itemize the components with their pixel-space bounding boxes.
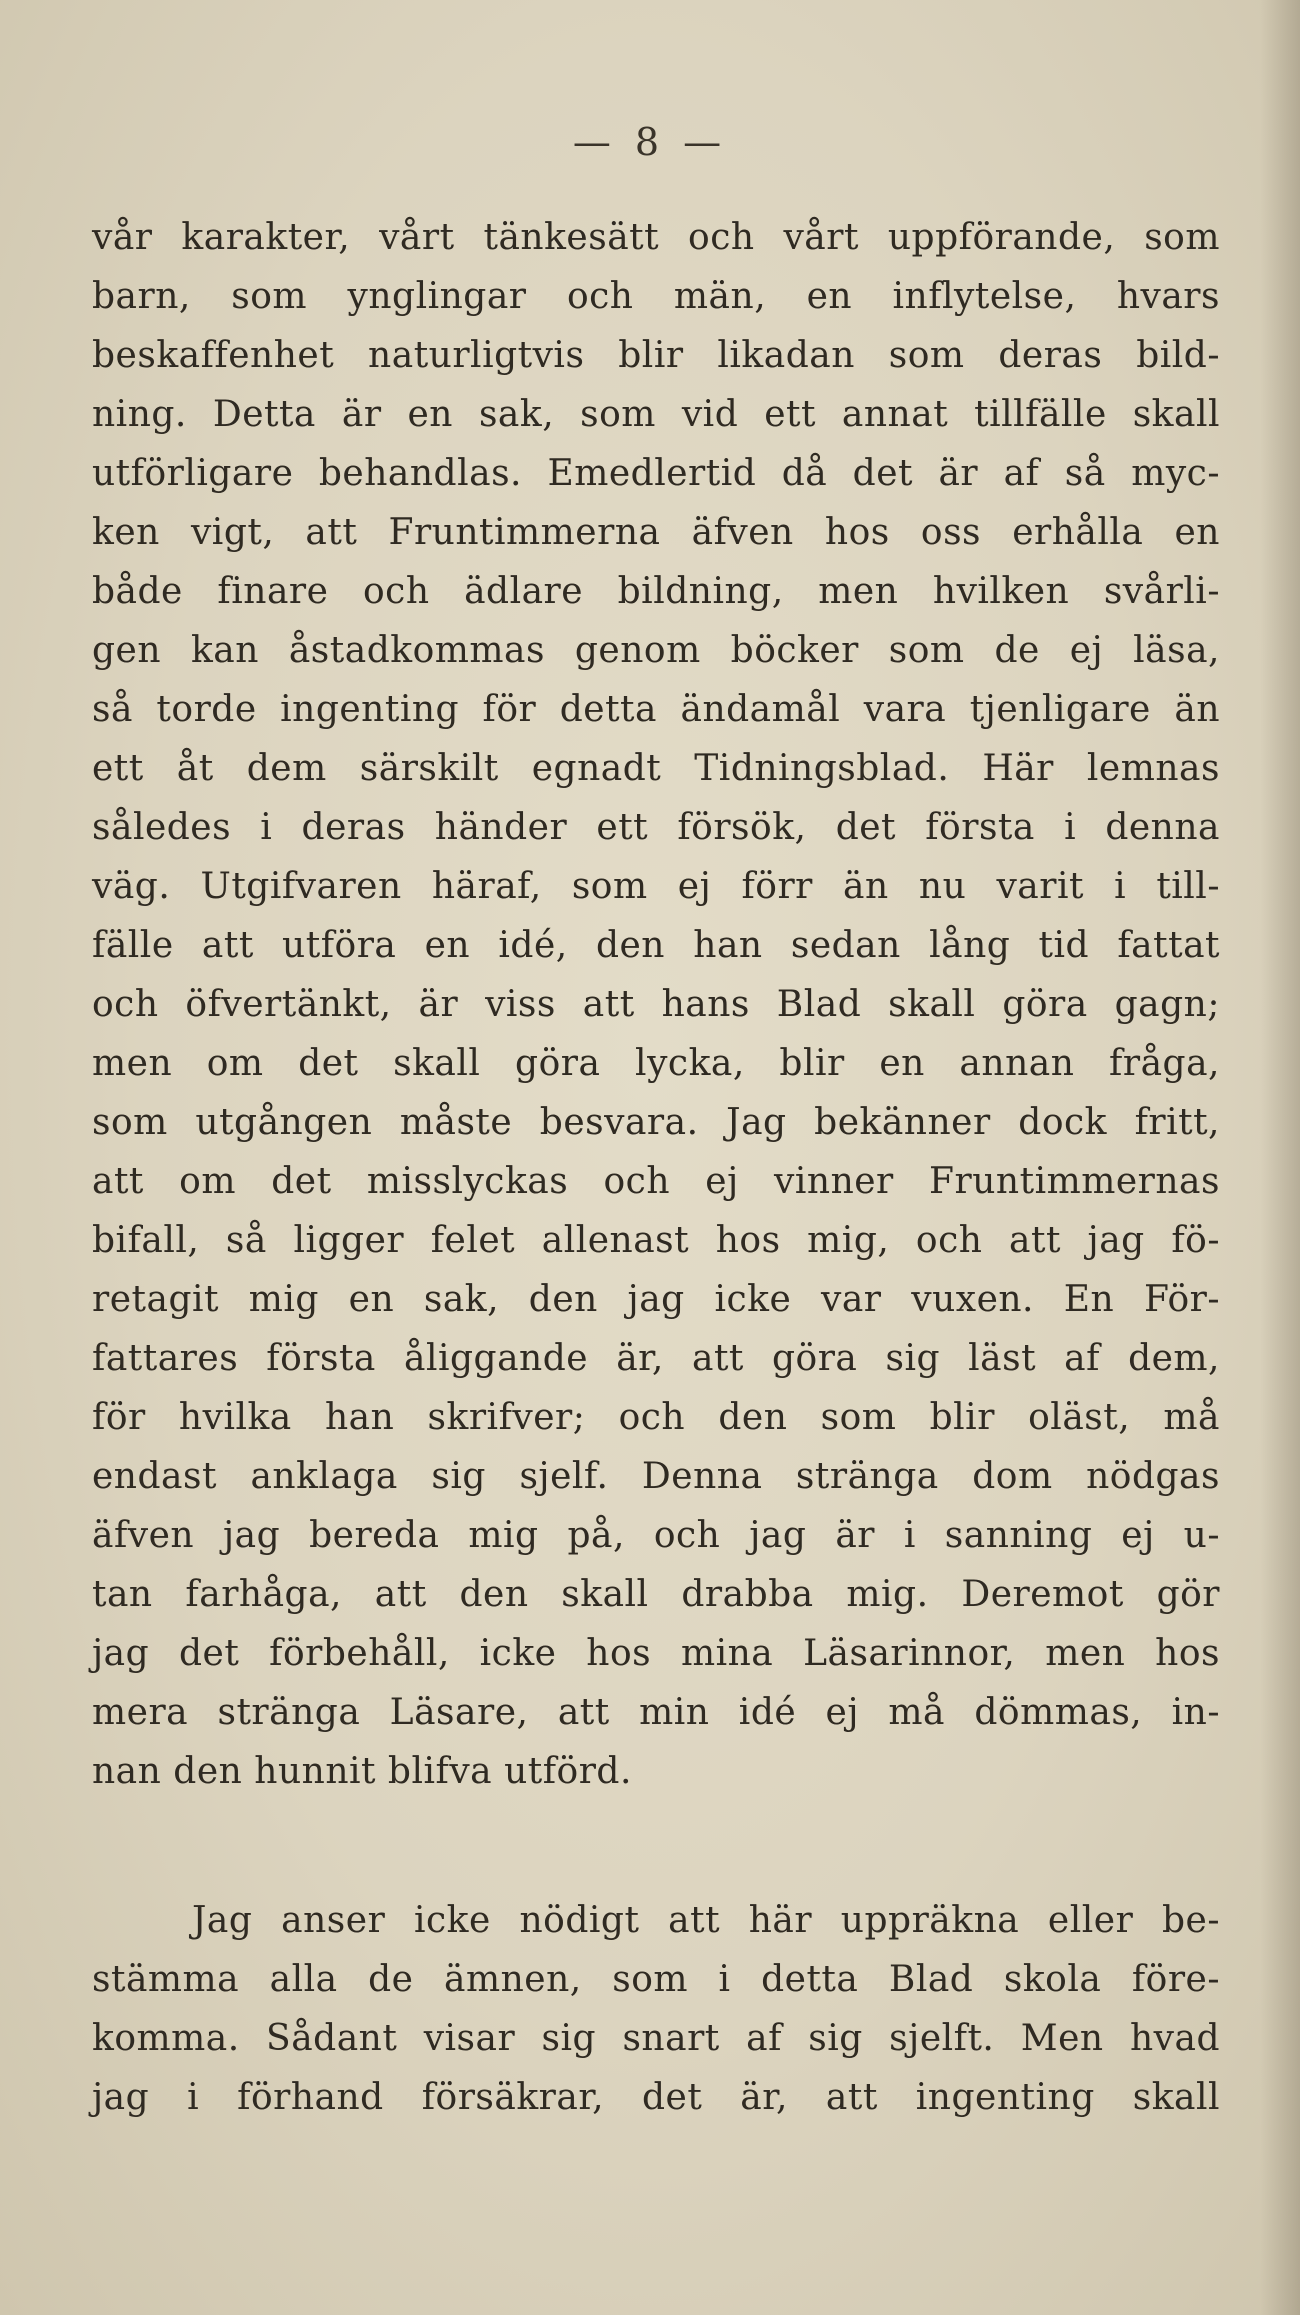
text-line: för hvilka han skrifver; och den som blir oläst, må <box>92 1397 1220 1438</box>
text-line: gen kan åstadkommas genom böcker som de ej läsa, <box>92 630 1220 671</box>
page-body <box>92 208 1220 2127</box>
page-edge-shadow <box>1260 0 1300 2315</box>
text-line: retagit mig en sak, den jag icke var vuxen. En För- <box>92 1279 1220 1320</box>
text-line: komma. Sådant visar sig snart af sig sjelft. Men hvad <box>92 2018 1220 2059</box>
text-line: mera stränga Läsare, att min idé ej må dömmas, in- <box>92 1692 1220 1733</box>
text-line: ett åt dem särskilt egnadt Tidningsblad. Här lemnas <box>92 748 1220 789</box>
text-line: och öfvertänkt, är viss att hans Blad skall göra gagn; <box>92 984 1220 1025</box>
text-line: ning. Detta är en sak, som vid ett annat tillfälle skall <box>92 394 1220 435</box>
text-line: att om det misslyckas och ej vinner Fruntimmernas <box>92 1161 1220 1202</box>
text-line: fattares första åliggande är, att göra sig läst af dem, <box>92 1338 1220 1379</box>
text-line: jag det förbehåll, icke hos mina Läsarinnor, men hos <box>92 1633 1220 1674</box>
text-line: fälle att utföra en idé, den han sedan lång tid fattat <box>92 925 1220 966</box>
text-line: nan den hunnit blifva utförd. <box>92 1751 632 1792</box>
paragraph-gap <box>92 1801 1220 1891</box>
text-line: tan farhåga, att den skall drabba mig. Deremot gör <box>92 1574 1220 1615</box>
page-number: — 8 — <box>572 120 728 164</box>
text-line: ken vigt, att Fruntimmerna äfven hos oss erhålla en <box>92 512 1220 553</box>
text-line: barn, som ynglingar och män, en inflytelse, hvars <box>92 276 1220 317</box>
text-line: stämma alla de ämnen, som i detta Blad skola före- <box>92 1959 1220 2000</box>
text-line: vår karakter, vårt tänkesätt och vårt uppförande, som <box>92 217 1220 258</box>
text-line: bifall, så ligger felet allenast hos mig, och att jag fö- <box>92 1220 1220 1261</box>
text-line: som utgången måste besvara. Jag bekänner dock fritt, <box>92 1102 1220 1143</box>
text-line: så torde ingenting för detta ändamål vara tjenligare än <box>92 689 1220 730</box>
text-line: beskaffenhet naturligtvis blir likadan som deras bild- <box>92 335 1220 376</box>
text-line: väg. Utgifvaren häraf, som ej förr än nu varit i till- <box>92 866 1220 907</box>
paragraph-2 <box>92 1891 1220 2127</box>
text-line: äfven jag bereda mig på, och jag är i sanning ej u- <box>92 1515 1220 1556</box>
text-line: endast anklaga sig sjelf. Denna stränga dom nödgas <box>92 1456 1220 1497</box>
text-line: Jag anser icke nödigt att här uppräkna eller be- <box>192 1900 1220 1941</box>
text-line: både finare och ädlare bildning, men hvilken svårli- <box>92 571 1220 612</box>
text-line: utförligare behandlas. Emedlertid då det är af så myc- <box>92 453 1220 494</box>
text-line: jag i förhand försäkrar, det är, att ingenting skall <box>92 2077 1220 2118</box>
text-line: men om det skall göra lycka, blir en annan fråga, <box>92 1043 1220 1084</box>
text-line: således i deras händer ett försök, det första i denna <box>92 807 1220 848</box>
paragraph-1 <box>92 208 1220 1801</box>
